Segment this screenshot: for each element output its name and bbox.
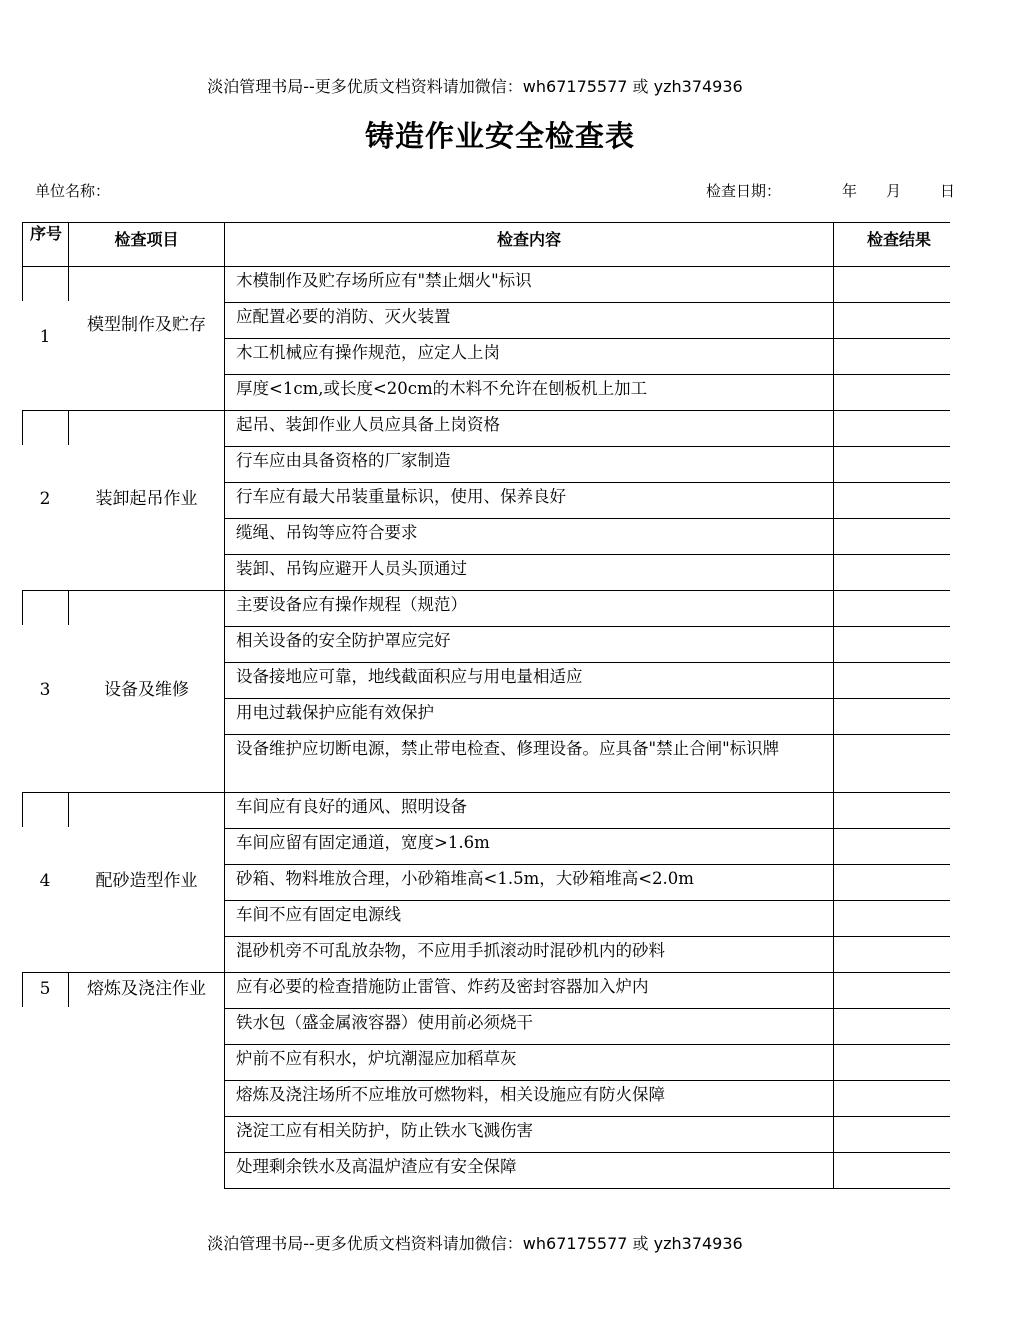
content-right-rule (833, 792, 834, 972)
group-rule (22, 972, 224, 973)
group-stub-rule (68, 410, 69, 445)
group-stub-rule (22, 410, 23, 445)
check-content-cell: 砂箱、物料堆放合理，小砂箱堆高<1.5m，大砂箱堆高<2.0m (236, 869, 694, 888)
table-top-rule (22, 222, 950, 223)
check-result-cell[interactable] (834, 267, 950, 301)
check-content-cell: 铁水包（盛金属液容器）使用前必须烧干 (236, 1013, 533, 1032)
header-note: 淡泊管理书局--更多优质文档资料请加微信：wh67175577 或 yzh374936 (207, 77, 743, 96)
content-right-rule (833, 972, 834, 1188)
check-content-cell: 应有必要的检查措施防止雷管、炸药及密封容器加入炉内 (236, 977, 649, 996)
check-result-cell[interactable] (834, 627, 950, 661)
check-result-cell[interactable] (834, 375, 950, 409)
group-stub-rule (22, 590, 23, 625)
check-content-cell: 处理剩余铁水及高温炉渣应有安全保障 (236, 1157, 517, 1176)
check-content-cell: 相关设备的安全防护罩应完好 (236, 631, 451, 650)
content-left-rule (224, 266, 225, 410)
check-content-cell: 装卸、吊钩应避开人员头顶通过 (236, 559, 467, 578)
header-content: 检查内容 (496, 230, 561, 249)
content-right-rule (833, 410, 834, 590)
group-item: 装卸起吊作业 (95, 489, 198, 509)
check-result-cell[interactable] (834, 591, 950, 625)
group-stub-rule (68, 792, 69, 827)
group-number: 2 (39, 489, 51, 509)
check-content-cell: 起吊、装卸作业人员应具备上岗资格 (236, 415, 500, 434)
check-result-cell[interactable] (834, 447, 950, 481)
check-content-cell: 车间应有良好的通风、照明设备 (236, 797, 467, 816)
check-content-cell: 木模制作及贮存场所应有"禁止烟火"标识 (236, 271, 532, 290)
check-content-cell: 行车应由具备资格的厂家制造 (236, 451, 451, 470)
check-result-cell[interactable] (834, 663, 950, 697)
content-left-rule (224, 792, 225, 972)
date-month-label: 月 (886, 182, 902, 200)
check-result-cell[interactable] (834, 411, 950, 445)
header-result: 检查结果 (867, 230, 932, 249)
check-content-cell: 缆绳、吊钩等应符合要求 (236, 523, 418, 542)
check-content-cell: 木工机械应有操作规范，应定人上岗 (236, 343, 500, 362)
check-content-cell: 熔炼及浇注场所不应堆放可燃物料，相关设施应有防火保障 (236, 1085, 665, 1104)
check-result-cell[interactable] (834, 973, 950, 1007)
group-stub-rule (68, 972, 69, 1007)
check-content-cell: 行车应有最大吊装重量标识，使用、保养良好 (236, 487, 566, 506)
check-result-cell[interactable] (834, 339, 950, 373)
check-content-cell: 用电过载保护应能有效保护 (236, 703, 434, 722)
check-result-cell[interactable] (834, 699, 950, 733)
check-content-cell: 炉前不应有积水，炉坑潮湿应加稻草灰 (236, 1049, 517, 1068)
group-item: 熔炼及浇注作业 (87, 979, 206, 999)
group-number: 5 (39, 979, 51, 999)
check-result-cell[interactable] (834, 865, 950, 899)
header-item: 检查项目 (114, 230, 179, 249)
check-result-cell[interactable] (834, 483, 950, 517)
check-content-cell: 车间不应有固定电源线 (236, 905, 401, 924)
row-rule (224, 1188, 950, 1189)
header-column-rule (224, 222, 225, 266)
check-result-cell[interactable] (834, 901, 950, 935)
check-content-cell: 应配置必要的消防、灭火装置 (236, 307, 451, 326)
header-column-rule (68, 222, 69, 266)
group-rule (22, 792, 224, 793)
check-result-cell[interactable] (834, 1081, 950, 1115)
group-stub-rule (68, 590, 69, 625)
check-content-cell: 设备接地应可靠，地线截面积应与用电量相适应 (236, 667, 583, 686)
content-left-rule (224, 410, 225, 590)
group-stub-rule (68, 266, 69, 301)
check-result-cell[interactable] (834, 1045, 950, 1079)
header-column-rule (22, 222, 23, 266)
check-content-cell: 设备维护应切断电源，禁止带电检查、修理设备。应具备"禁止合闸"标识牌 (236, 739, 780, 758)
check-date-label: 检查日期： (706, 182, 782, 200)
content-left-rule (224, 590, 225, 792)
date-year-label: 年 (842, 182, 858, 200)
check-result-cell[interactable] (834, 735, 950, 791)
content-right-rule (833, 590, 834, 792)
page-title: 铸造作业安全检查表 (364, 119, 635, 153)
check-result-cell[interactable] (834, 793, 950, 827)
content-right-rule (833, 266, 834, 410)
check-content-cell: 厚度<1cm,或长度<20cm的木料不允许在刨板机上加工 (236, 379, 648, 398)
group-item: 设备及维修 (104, 680, 189, 700)
date-day-label: 日 (940, 182, 956, 200)
group-item: 配砂造型作业 (95, 871, 198, 891)
group-rule (22, 410, 224, 411)
check-content-cell: 混砂机旁不可乱放杂物，不应用手抓滚动时混砂机内的砂料 (236, 941, 665, 960)
check-result-cell[interactable] (834, 937, 950, 971)
check-result-cell[interactable] (834, 1009, 950, 1043)
group-rule (22, 266, 224, 267)
check-content-cell: 车间应留有固定通道，宽度>1.6m (236, 833, 490, 852)
check-result-cell[interactable] (834, 519, 950, 553)
check-result-cell[interactable] (834, 829, 950, 863)
header-column-rule (833, 222, 834, 266)
group-stub-rule (22, 792, 23, 827)
unit-name-label: 单位名称： (35, 182, 111, 200)
check-result-cell[interactable] (834, 1117, 950, 1151)
check-result-cell[interactable] (834, 303, 950, 337)
content-left-rule (224, 972, 225, 1188)
header-no: 序号 (29, 224, 62, 243)
group-number: 1 (39, 327, 51, 347)
check-content-cell: 主要设备应有操作规程（规范） (236, 595, 467, 614)
check-content-cell: 浇淀工应有相关防护，防止铁水飞溅伤害 (236, 1121, 533, 1140)
check-result-cell[interactable] (834, 1153, 950, 1187)
group-item: 模型制作及贮存 (87, 315, 206, 335)
check-result-cell[interactable] (834, 555, 950, 589)
group-rule (22, 590, 224, 591)
group-stub-rule (22, 266, 23, 301)
footer-note: 淡泊管理书局--更多优质文档资料请加微信：wh67175577 或 yzh374936 (207, 1234, 743, 1253)
group-number: 3 (39, 680, 51, 700)
group-number: 4 (39, 871, 51, 891)
